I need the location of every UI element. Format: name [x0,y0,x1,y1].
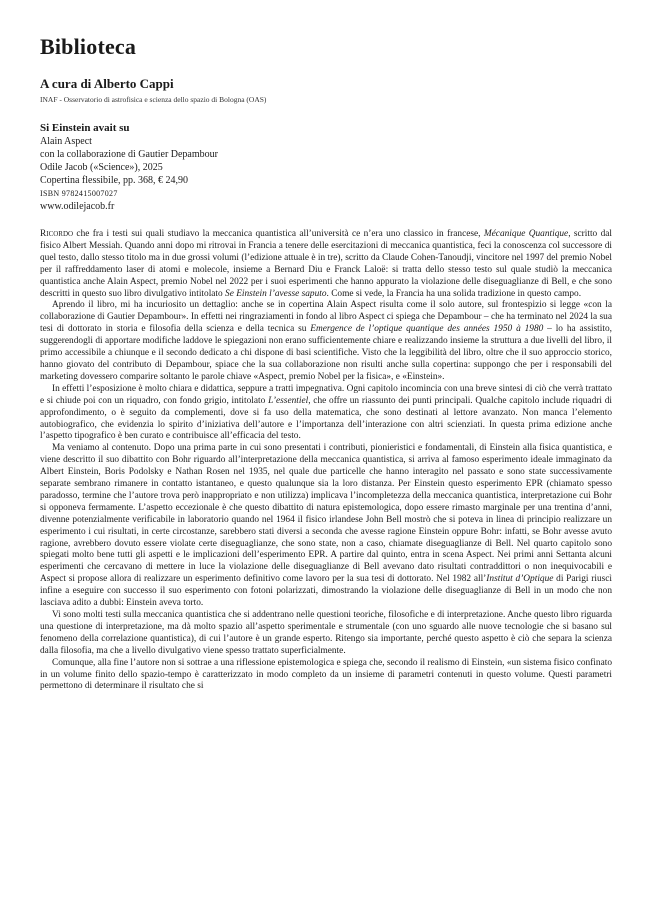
paragraph-3: In effetti l’esposizione è molto chiara e didattica, seppure a tratti impegnativa. Ogni capitolo incomincia con una breve sintesi di ciò che verrà trattato e si chiude poi con un riquadro, con fondo grigio, intitolato L’essentiel, che offre un riassunto dei punti principali. Qualche capitolo include riquadri di approfondimento, o è seguito da complementi, dove si fa uso della matematica, che sono destinati al lettore avanzato. Non manca l’elemento autobiografico, che evidenzia lo spirito d’iniziativa dell’autore e l’importanza dell’interazione con altri scienziati. In questa prima edizione anche l’aspetto tipografico è ben curato e contribuisce all’efficacia del testo. [40,383,612,442]
editor-credit: A cura di Alberto Cappi [40,76,174,91]
paragraph-1: Ricordo che fra i testi sui quali studiavo la meccanica quantistica all’università ce n’era uno classico in francese, Mécanique Quantique, scritto dal fisico Albert Messiah. Quando anni dopo mi ritrovai in Francia a tenere delle esercitazioni di meccanica quantistica, feci la conoscenza col successore di quel testo, dallo stesso titolo ma in due grossi volumi (l’edizione attuale è in tre), scritto da Claude Cohen-Tanoudji, vincitore nel 1997 del premio Nobel per il raffreddamento laser di atomi e molecole, insieme a Bernard Diu e Franck Laloë: si tratta dello stesso testo sul quale studiò la meccanica quantistica anche Alain Aspect, premio Nobel nel 2022 per i suoi esperimenti che hanno appurato la violazione delle diseguaglianze di Bell, e che sono descritti in questo suo libro divulgativo intitolato Se Einstein l’avesse saputo. Come si vede, la Francia ha una solida tradizione in questo campo. [40,229,612,299]
book-website: www.odilejacob.fr [40,201,115,212]
book-author: Alain Aspect [40,136,92,147]
review-body [40,229,612,693]
paragraph-2: Aprendo il libro, mi ha incuriosito un dettaglio: anche se in copertina Alain Aspect risulta come il solo autore, sul frontespizio si legge «con la collaborazione di Gautier Depambour». In effetti nei ringraziamenti in fondo al libro Aspect ci spiega che Depambour – che ha terminato nel 2024 la sua tesi di dottorato in storia e filosofia della scienza e della tecnica su Emergence de l’optique quantique des années 1950 à 1980 – lo ha assistito, suggerendogli di apportare modifiche laddove le spiegazioni non erano sufficientemente chiare e realizzando insieme la struttura a due livelli del libro, il primo accessibile a chiunque e il secondo dedicato a chi dispone di basi scientifiche. Visto che la leggibilità del libro, oltre che il suo approccio storico, hanno giovato del contributo di Depambour, spiace che la sua collaborazione non risulti anche sulla copertina: suppongo che per i responsabili del marketing dovessero comparire soltanto le parole chiave «Aspect, premio Nobel per la fisica», e «Einstein». [40,300,612,382]
editor-affiliation: INAF - Osservatorio di astrofisica e scienza dello spazio di Bologna (OAS) [40,95,267,104]
book-publisher: Odile Jacob («Science»), 2025 [40,162,163,173]
book-details [40,135,612,213]
book-title: Si Einstein avait su [40,122,130,134]
book-collaboration: con la collaborazione di Gautier Depambour [40,149,218,160]
paragraph-5: Vi sono molti testi sulla meccanica quantistica che si addentrano nelle questioni teoriche, filosofiche e di interpretazione. Anche questo libro riguarda una questione di interpretazione, ma dà molto spazio all’aspetto sperimentale e strumentale (con uno sguardo alle nuove tecnologie che si basano sul fenomeno della correlazione quantistica), di cui l’autore è un grande esperto. Ritengo sia importante, perché questo aspetto è ciò che separa la scienza dalla filosofia, ma che a livello divulgativo viene spesso trattato superficialmente. [40,610,612,656]
opening-word: Ricordo [40,229,74,239]
paragraph-4: Ma veniamo al contenuto. Dopo una prima parte in cui sono presentati i contributi, pionieristici e fondamentali, di Einstein alla fisica quantistica, e viene descritto il suo dibattito con Bohr riguardo all’interpretazione della meccanica quantistica, si arriva al famoso esperimento ideale immaginato da Albert Einstein, Boris Podolsky e Nathan Rosen nel 1935, nel quale due particelle che hanno interagito nel passato e sono state successivamente separate sembrano rimanere in contatto istantaneo, e questo qualunque sia la loro distanza. Per Einstein questo esperimento EPR (chiamato spesso paradosso, termine che l’autore trova però inappropriato e non utilizza) implicava l’incompletezza della meccanica quantistica, interpretazione cui Bohr si opponeva fermamente. L’aspetto eccezionale è che questo dibattito di natura epistemologica, dopo essere rimasto marginale per una trentina d’anni, divenne potenzialmente verificabile in laboratorio quando nel 1964 il fisico irlandese John Bell mostrò che si poteva in linea di principio realizzare un esperimento i cui risultati, in certe circostanze, sarebbero stati diversi a seconda che avesse ragione Einstein oppure Bohr: infatti, se Bohr avesse avuto ragione, avrebbero dovuto essere violate certe diseguaglianze, che sono state, non a caso, chiamate diseguaglianze di Bell. Nel quarto capitolo sono spiegati molto bene tutti gli aspetti e le implicazioni dell’esperimento EPR. A partire dal quinto, entra in scena Aspect. Nei primi anni Settanta alcuni esperimenti che cercavano di mettere in luce la violazione delle diseguaglianze di Bell avevano dato risultati contraddittori o non inequivocabili e Aspect si propose allora di realizzare un esperimento definitivo come lavoro per la sua tesi di dottorato. Nel 1982 all’Institut d’Optique di Parigi riuscì infine a eseguire con successo il suo esperimento con fotoni polarizzati, dimostrando la violazione delle diseguaglianze di Bell in un modo che non lasciava adito a dubbi: Einstein aveva torto. [40,443,613,609]
book-isbn: ISBN 9782415007027 [40,189,118,198]
paragraph-6: Comunque, alla fine l’autore non si sottrae a una riflessione epistemologica e spiega che, secondo il realismo di Einstein, «un sistema fisico confinato in un volume finito dello spazio-tempo è caratterizzato in modo completo da un insieme di parametri contenuti in questo volume. Questi parametri permettono di determinare il risultato che si [40,657,612,692]
section-title: Biblioteca [40,34,137,59]
book-format-price: Copertina flessibile, pp. 368, € 24,90 [40,175,189,186]
